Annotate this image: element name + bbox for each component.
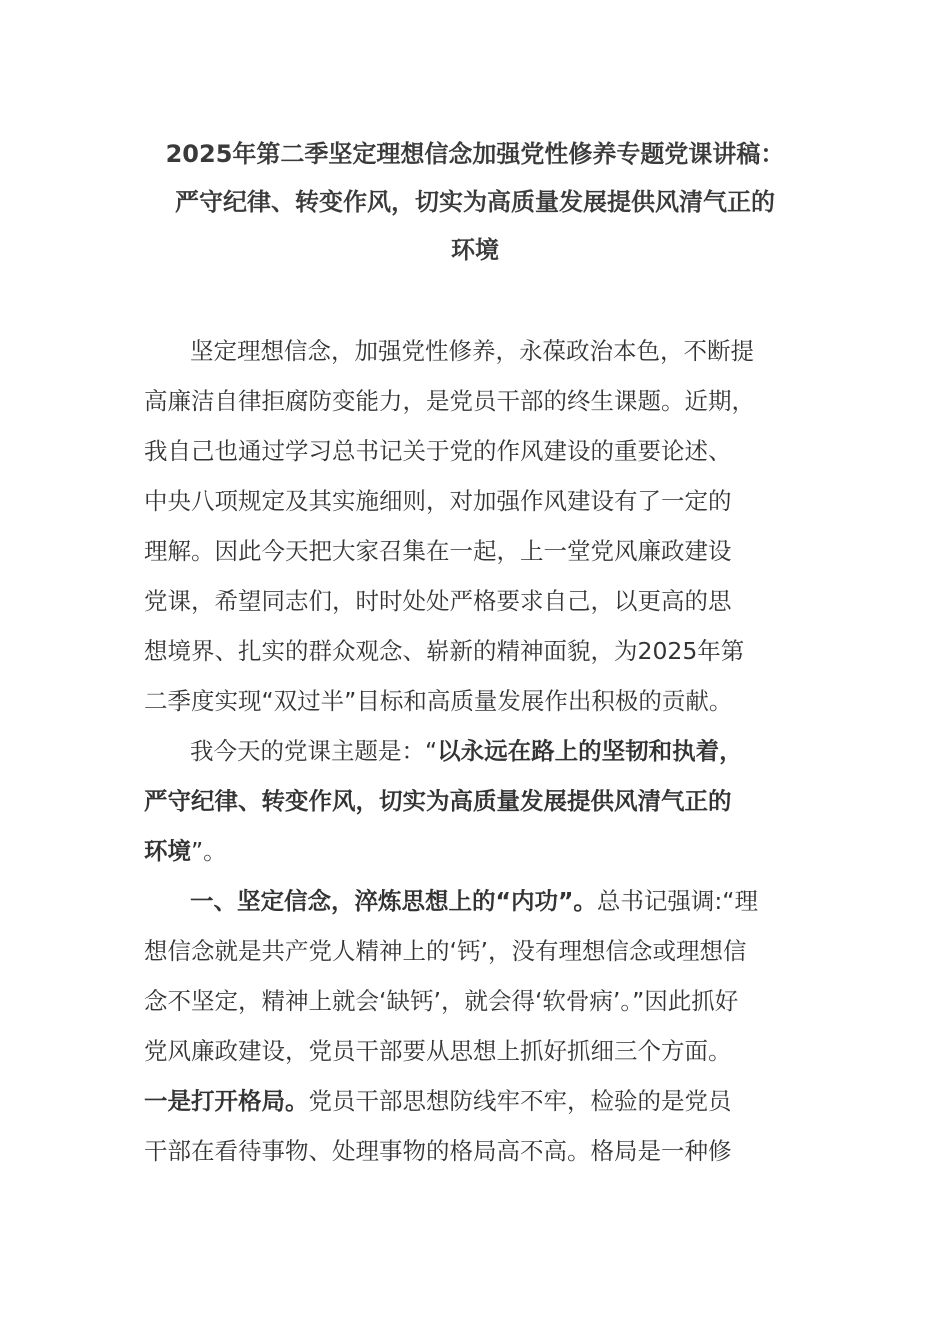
theme-bold-line: 严守纪律、转变作风，切实为高质量发展提供风清气正的 bbox=[144, 787, 732, 815]
paragraph-line: 干部在看待事物、处理事物的格局高不高。格局是一种修 bbox=[144, 1137, 732, 1165]
paragraph-line: 党课，希望同志们，时时处处严格要求自己，以更高的思 bbox=[144, 587, 732, 615]
title-line-1: 2025年第二季坚定理想信念加强党性修养专题党课讲稿： bbox=[165, 140, 785, 168]
paragraph-line: 我自己也通过学习总书记关于党的作风建设的重要论述、 bbox=[144, 437, 732, 465]
subpoint-text: 党员干部思想防线牢不牢，检验的是党员 bbox=[308, 1087, 732, 1115]
paragraph-line bbox=[144, 876, 824, 926]
paragraph-line: 想信念就是共产党人精神上的‘钙’，没有理想信念或理想信 bbox=[144, 937, 747, 965]
theme-close-text: ”。 bbox=[191, 837, 227, 865]
theme-lead-text: 我今天的党课主题是：“ bbox=[190, 737, 438, 765]
section-text: 总书记强调:“理 bbox=[596, 887, 758, 915]
paragraph-intro bbox=[144, 326, 824, 726]
section-heading: 一、坚定信念，淬炼思想上的“内功”。 bbox=[190, 887, 597, 915]
paragraph-line: 坚定理想信念，加强党性修养，永葆政治本色，不断提 bbox=[190, 337, 754, 365]
paragraph-line: 党风廉政建设，党员干部要从思想上抓好抓细三个方面。 bbox=[144, 1037, 732, 1065]
paragraph-theme bbox=[144, 726, 824, 876]
paragraph-line: 中央八项规定及其实施细则，对加强作风建设有了一定的 bbox=[144, 487, 732, 515]
paragraph-line: 高廉洁自律拒腐防变能力，是党员干部的终生课题。近期， bbox=[144, 387, 755, 415]
paragraph-line: 念不坚定，精神上就会‘缺钙’，就会得‘软骨病’。”因此抓好 bbox=[144, 987, 739, 1015]
paragraph-line bbox=[144, 1076, 824, 1126]
theme-bold-text: 环境 bbox=[144, 837, 191, 865]
title-line-2: 严守纪律、转变作风，切实为高质量发展提供风清气正的 bbox=[175, 188, 775, 216]
paragraph-line: 想境界、扎实的群众观念、崭新的精神面貌，为2025年第 bbox=[144, 637, 745, 665]
subpoint-heading: 一是打开格局。 bbox=[144, 1087, 309, 1115]
paragraph-line bbox=[144, 726, 824, 776]
paragraph-section-one bbox=[144, 876, 824, 1176]
theme-bold-text: 以永远在路上的坚韧和执着， bbox=[437, 737, 743, 765]
paragraph-line bbox=[144, 826, 824, 876]
title-line-3: 环境 bbox=[451, 236, 499, 264]
paragraph-line: 理解。因此今天把大家召集在一起，上一堂党风廉政建设 bbox=[144, 537, 732, 565]
paragraph-line: 二季度实现“双过半”目标和高质量发展作出积极的贡献。 bbox=[144, 687, 733, 715]
document-title bbox=[130, 130, 820, 274]
document-body bbox=[144, 326, 824, 1176]
